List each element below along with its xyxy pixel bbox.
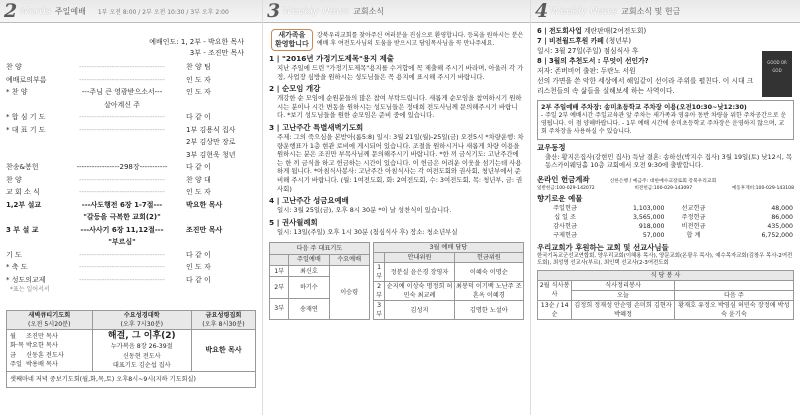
order-a: * 찬 양 bbox=[6, 88, 28, 96]
order-b bbox=[58, 136, 186, 149]
welcome-text: 강북우리교회를 찾아주신 여러분을 진심으로 환영합니다. 등록을 원하시는 분은 예배 후 여전도사님의 도움을 받으시고 담임목사님을 꼭 만나주세요. bbox=[316, 31, 524, 47]
order-b: ---------------------------------- bbox=[79, 63, 165, 71]
dawn-row: 주일 박용배 목사 bbox=[10, 360, 58, 368]
order-c: 인 도 자 bbox=[186, 263, 211, 271]
order-a: 기 도 bbox=[6, 250, 22, 259]
bank-section bbox=[537, 172, 794, 185]
order-row bbox=[6, 86, 256, 99]
church-news-column bbox=[262, 0, 530, 415]
order-row bbox=[6, 186, 256, 199]
next-prayer-table: 다음 주 대표기도 주일예배 수요예배 1부 최신호 이승령 2부 하기수 3부 송재연 bbox=[269, 242, 370, 320]
order-a: 1,2부 설교 bbox=[6, 200, 42, 209]
order-b: ---------------------------------- bbox=[79, 125, 165, 134]
order-c: 인 도 자 bbox=[186, 88, 211, 96]
dawn-prayer-header: 새벽큐티기도회 (오전 5시20분) bbox=[7, 311, 93, 330]
header-number: 3 bbox=[267, 0, 281, 22]
news-title: 교우동정 bbox=[537, 142, 566, 152]
order-b: "갈등을 극복한 교회(2)" bbox=[83, 213, 161, 221]
service-times: 1부 오전 8:00 / 2부 오전 10:30 / 3부 오후 2:00 bbox=[97, 8, 229, 16]
order-c bbox=[186, 211, 256, 224]
order-row bbox=[6, 261, 256, 274]
order-c: 박요한 목사 bbox=[186, 200, 223, 209]
offering-table bbox=[537, 204, 794, 240]
order-row bbox=[6, 236, 256, 249]
order-b: ---------------------------------- bbox=[79, 113, 165, 121]
news-item-text: 일시: 3월 25일(금), 오후 8시 30분 *이 날 성찬식이 있습니다. bbox=[277, 206, 452, 215]
parking-box bbox=[537, 100, 794, 140]
offering-row: 구제헌금 57,000 합 계 6,752,000 bbox=[553, 232, 793, 239]
order-row bbox=[6, 161, 256, 174]
worship-leader bbox=[6, 37, 256, 59]
list-item: 8 | 3월의 추천도서 : 무엇이 선인가? bbox=[537, 57, 649, 65]
news-item-title: 3 | 고난주간 특별새벽기도회 bbox=[269, 122, 364, 132]
order-a: * 축 도 bbox=[6, 263, 28, 271]
order-row bbox=[6, 174, 256, 187]
order-a: 교 회 소 식 bbox=[6, 188, 40, 196]
wednesday-title: 해결, 그 이후(2) bbox=[107, 331, 176, 342]
order-b: 살아계신 주 bbox=[103, 100, 141, 109]
friday-leader: 박요한 목사 bbox=[191, 330, 255, 371]
order-row bbox=[6, 136, 256, 149]
welcome-box bbox=[269, 29, 524, 51]
order-b bbox=[58, 149, 186, 162]
march-service-title: 3월 예배 담당 bbox=[373, 243, 523, 253]
header-korean: 주일예배 bbox=[54, 6, 86, 16]
news-text: 출산: 황지은집사(강현민 집사) 득남 결혼: 송하선(박지수 집사) 3월 19일(토) 낮12시, 목동스카이웨딩홀 10층 교회에서 오전 9:30에 출발합니다. bbox=[545, 152, 793, 170]
order-c: 다 같 이 bbox=[186, 163, 211, 171]
section-header-3 bbox=[263, 0, 530, 23]
list-item: 일시: 3월 27일(주일) 점심식사 후 bbox=[537, 47, 639, 55]
order-b: ---------------------------------- bbox=[79, 250, 165, 259]
worship-leader-line1: 예배인도: 1, 2부 - 박요한 목사 bbox=[149, 38, 244, 46]
order-row bbox=[6, 274, 256, 287]
bank-info: 신한은행 / 예금주: 대한예수교장로회 강북우리교회 bbox=[609, 179, 717, 184]
order-a bbox=[6, 236, 58, 249]
header-english: Weekly News bbox=[550, 5, 618, 17]
order-b: ---사도행전 6장 1-7절--- bbox=[81, 200, 163, 209]
news-offering-column bbox=[530, 0, 800, 415]
order-b: ---------------------------------- bbox=[79, 188, 165, 196]
march-service-table: 3월 예배 담당 안내위원 헌금위원 1부 정분실 윤은경 장영자 이혜숙 이명순 2부 순지예 이상숙 명정희 허민숙 최교례 최봉덕 이기백 노난주 조혼옥 이혜경 3부 김성지 김명한 노설아 bbox=[373, 242, 524, 320]
offering-row: 주일헌금 1,103,000 선교헌금 48,000 bbox=[553, 205, 793, 212]
wednesday-detail bbox=[92, 330, 191, 371]
section-header-4 bbox=[531, 0, 800, 23]
order-row bbox=[6, 149, 256, 162]
news-item-text: 주제: 그의 죽으심을 본받아(롬5:8) 일시: 3월 21일(월)-25일(금) 오전5시 *차량운행: 차량운행표가 1층 현관 로비에 게시되어 있습니다. 조절을 원하시거나 새롭게 차량 이용을 원하시는 분은 조진만 부목사님께 문의해주시기 바랍니다. *한 끼 금식기도: 고난주간에는 한 끼 금식을 하고 헌금하는 시간이 있습니다. 이 헌금은 어려운 이웃을 섬기는데 사용하게 됩니다. *아침식사봉사: 고난주간 아침식사는 각 여전도회와 권사회, 청년부에서 준비해 주시기 바랍니다. (월: 1여전도회, 화: 2여전도회, 수: 3여전도회, 목: 청년부, 금: 권사회) bbox=[277, 132, 524, 193]
friday-header: 금요성령집회 (오후 8시30분) bbox=[191, 311, 255, 330]
order-a bbox=[6, 149, 58, 162]
offering-title: 향기로운 예물 bbox=[537, 194, 583, 203]
wednesday-header: 수요성경대학 (오후 7시30분) bbox=[92, 311, 191, 330]
order-a: 찬 양 bbox=[6, 175, 22, 184]
news-item-title: 5 | 권사월례회 bbox=[269, 217, 318, 227]
worship-order-column bbox=[0, 0, 262, 415]
order-a bbox=[6, 136, 58, 149]
news-item-title: 2 | 순모임 개강 bbox=[269, 84, 321, 94]
bank-account: 일반헌금:100-029-142072 bbox=[537, 186, 595, 191]
list-item: 7 | 비전월드후원 카페 (청년부) bbox=[537, 37, 632, 45]
order-c: 3부 김현욱 청년 bbox=[186, 150, 236, 159]
order-c: 다 같 이 bbox=[186, 275, 211, 284]
news-list bbox=[269, 53, 524, 236]
worship-order bbox=[6, 61, 256, 286]
order-b: ---------------------------------- bbox=[79, 75, 165, 84]
order-a: 3 부 설 교 bbox=[6, 225, 39, 234]
list-item: 6 | 전도회사업 계란판매(2여전도회) bbox=[537, 27, 647, 35]
order-row bbox=[6, 224, 256, 237]
order-row bbox=[6, 211, 256, 224]
dawn-row: 금 신동훈 전도사 bbox=[10, 351, 64, 359]
order-row bbox=[6, 99, 256, 112]
order-b: -----------------298장----------- bbox=[76, 163, 168, 171]
next-prayer-title: 다음 주 대표기도 bbox=[270, 243, 370, 254]
list-item: 선의 가면을 쓴 악한 세상에서 해일같이 선이라 주위를 펼친다. 이 시대 크리스천들의 속 삶들을 실해보세 하는 사역이다. bbox=[537, 77, 754, 95]
bank-account: 비전헌금:100-029-143097 bbox=[634, 186, 693, 191]
order-a bbox=[6, 99, 58, 112]
bank-account: 예동후게비:100-029-143108 bbox=[731, 186, 794, 191]
dawn-row: 화·목 박요한 목사 bbox=[10, 342, 58, 350]
order-c: 다 같 이 bbox=[186, 113, 211, 121]
order-row bbox=[6, 61, 256, 74]
bank-accounts bbox=[537, 185, 794, 191]
order-b: "부르심" bbox=[108, 238, 136, 246]
order-b: ---주님 큰 영광받으소서--- bbox=[81, 88, 163, 96]
worship-leader-line2: 3부 - 조진만 목사 bbox=[189, 49, 244, 57]
dawn-row: 월 조진만 목사 bbox=[10, 332, 58, 340]
order-a: 찬 양 bbox=[6, 63, 22, 71]
list-item: 저자: 존버비어 출판: 두란노 서원 bbox=[537, 67, 636, 75]
meal-title: 식 당 봉 사 bbox=[538, 270, 794, 280]
standing-note: *표는 일어서서 bbox=[10, 286, 50, 293]
intercessory-note: 셋째마네 저녁 중보기도회(월,화,목,토) 오후8시~9시(지하 기도회실) bbox=[7, 371, 256, 387]
news-item-text: 일시: 13일(주일) 오후 1시 30분 (첨심식사 후) 장소: 청소년부실 bbox=[277, 227, 458, 236]
book-title: GOOD OR GOD bbox=[767, 60, 787, 73]
order-a: * 대 표 기 도 bbox=[6, 125, 46, 134]
order-c: 찬 양 대 bbox=[186, 175, 211, 184]
order-row bbox=[6, 74, 256, 87]
news-item-title: 1 | "2016년 가정기도제목"용지 제출 bbox=[269, 54, 394, 63]
header-english: Weekly News bbox=[282, 5, 350, 17]
parking-text: - 주일 2부 예배시간 주일교육관 앞 주차는 새가족과 영유아 동반 차량을 위한 주차공간으로 운영됩니다. 이 점 양해바랍니다. - 1부 예배 시간에 송미초등학교 주차장은 운영하지 않으며, 교회 주차장을 사용하실 수 있습니다. bbox=[541, 111, 787, 136]
order-a: 예배로의부름 bbox=[6, 75, 47, 84]
order-c bbox=[186, 236, 256, 249]
offering-row: 십 일 조 3,565,000 주정헌금 86,000 bbox=[554, 214, 793, 221]
offering-row: 감사헌금 918,000 비전헌금 435,000 bbox=[553, 223, 793, 230]
order-c: 인 도 자 bbox=[186, 75, 211, 84]
bank-title: 온라인 헌금계좌 bbox=[537, 175, 590, 184]
order-b: ---------------------------------- bbox=[79, 263, 165, 271]
order-a: 찬송&봉헌 bbox=[6, 163, 39, 171]
header-english: Words bbox=[19, 5, 51, 17]
news-list-2 bbox=[537, 26, 794, 96]
header-number: 4 bbox=[535, 0, 549, 22]
welcome-badge: 새가족을 환영합니다 bbox=[271, 29, 313, 51]
service-tables bbox=[269, 242, 524, 320]
book-cover-image bbox=[762, 51, 792, 97]
header-korean: 교회소식 bbox=[353, 6, 385, 16]
order-b: ---------------------------------- bbox=[79, 175, 165, 184]
order-a: * 성도의교제 bbox=[6, 275, 46, 284]
section-header-2 bbox=[0, 0, 262, 23]
order-c: 조진만 목사 bbox=[186, 225, 223, 234]
order-row bbox=[6, 111, 256, 124]
dawn-prayer-schedule bbox=[7, 330, 93, 371]
order-b: ---------------------------------- bbox=[79, 275, 165, 284]
mission-text: 한국기독교군선교연합회, 양우리교회(이혜용 목사), 양문교회(온광우 목사), 예수목자교회(김창우 목사-2여전도회), 최성명 선교사(부르), 최인택 선교사(2-3여전도회 bbox=[537, 253, 793, 267]
order-c: 1부 김용식 집사 bbox=[186, 125, 236, 134]
news-item-title: 4 | 고난주간 성금요예배 bbox=[269, 196, 349, 206]
meal-service-table: 식 당 봉 사 2월 식사봉사 식사정리봉사 오늘 다음 주 13순 / 14순 김정희 정재성 안순영 손미희 김현자 박혜정 황재호 유정오 박영심 허민숙 장정애 박성숙 윤기숙 bbox=[537, 270, 794, 320]
order-c: 다 같 이 bbox=[186, 250, 211, 259]
wednesday-line: 대표기도 김순섭 집사 bbox=[112, 362, 171, 370]
order-c bbox=[186, 99, 256, 112]
order-b: ---사사기 6장 11,12절--- bbox=[80, 225, 164, 234]
order-row bbox=[6, 199, 256, 212]
header-number: 2 bbox=[4, 0, 18, 22]
order-c: 인 도 자 bbox=[186, 188, 211, 196]
order-c: 찬 양 팀 bbox=[186, 63, 211, 71]
order-c: 2부 김상만 장로 bbox=[186, 138, 236, 146]
order-row bbox=[6, 249, 256, 262]
news-item-text: 지난 주일에 드린 "가정기도제목"용지를 수거합에 꼭 제출해 주시기 바라며, 아울러 각 가정, 사업장 심방을 원하시는 성도님들은 꼭 용지에 표시해 주시기 바랍니다. bbox=[277, 64, 524, 81]
news-item-text: 개강한 순 모임에 순원분들의 많은 참여 부탁드립니다. 새롭게 순모임을 참여하시기 원하시는 분이나 시간 변동을 원하시는 성도님들은 정대희 전도사님께 문의해주시기 바랍니다. *보기 성도님들을 원한 순모임은 준비 중에 있습니다. bbox=[277, 94, 522, 120]
order-a bbox=[6, 211, 58, 224]
order-a: * 합 심 기 도 bbox=[6, 113, 46, 121]
parking-title: 2부 주일예배 주차장: 송미초등학교 주차장 이용(오전10:30~낮12:30) bbox=[541, 103, 747, 111]
header-korean: 교회소식 및 헌금 bbox=[621, 6, 681, 16]
wednesday-line: 신동현 전도사 bbox=[122, 352, 161, 360]
mission-title: 우리교회가 후원하는 교회 및 선교사님들 bbox=[537, 243, 669, 252]
wednesday-line: 누가복음 8장 26-39절 bbox=[110, 343, 173, 351]
prayer-schedule-table bbox=[6, 310, 256, 387]
order-row bbox=[6, 124, 256, 137]
